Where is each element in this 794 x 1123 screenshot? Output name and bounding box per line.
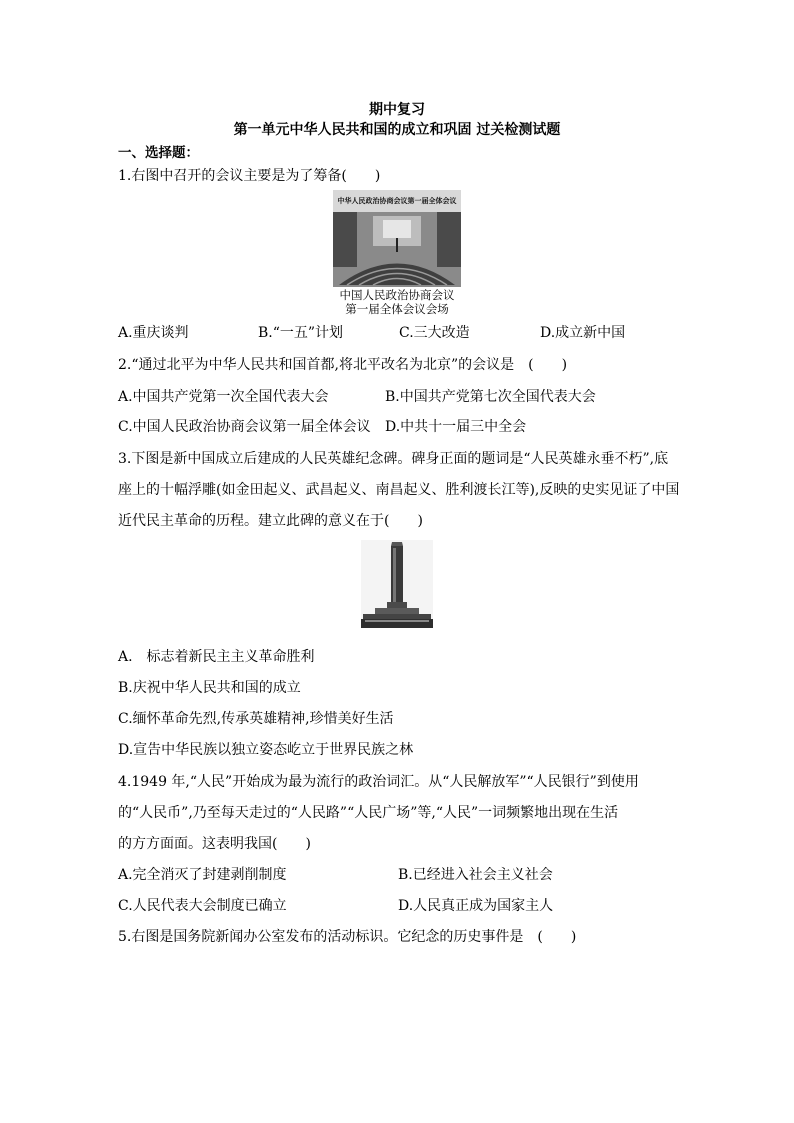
question-3-line-3: 近代民主革命的历程。建立此碑的意义在于( ) xyxy=(118,513,423,529)
question-4-line-3: 的方方面面。这表明我国( ) xyxy=(118,836,311,852)
q3-option-b: B.庆祝中华人民共和国的成立 xyxy=(118,680,301,696)
q3-option-a: A. 标志着新民主主义革命胜利 xyxy=(118,649,315,665)
section-heading: 一、选择题： xyxy=(118,145,199,161)
q4-option-c: C.人民代表大会制度已确立 xyxy=(118,898,287,914)
question-2-stem: 2.“通过北平为中华人民共和国首都,将北平改名为北京”的会议是 ( ) xyxy=(118,357,568,373)
q1-option-c: C.三大改造 xyxy=(399,325,470,341)
q2-option-c: C.中国人民政治协商会议第一届全体会议 xyxy=(118,419,371,435)
q2-option-b: B.中国共产党第七次全国代表大会 xyxy=(385,389,596,405)
q4-option-d: D.人民真正成为国家主人 xyxy=(398,898,554,914)
question-1-stem: 1.右图中召开的会议主要是为了筹备( ) xyxy=(118,168,381,184)
question-4-line-1: 4.1949 年,“人民”开始成为最为流行的政治词汇。从“人民解放军”“人民银行”到使用 xyxy=(118,774,639,790)
page-title: 期中复习 xyxy=(369,102,425,118)
question-4-line-2: 的“人民币”,乃至每天走过的“人民路”“人民广场”等,“人民”一词频繁地出现在生活 xyxy=(118,805,619,821)
question-3-line-2: 座上的十幅浮雕(如金田起义、武昌起义、南昌起义、胜利渡长江等),反映的史实见证了中国 xyxy=(118,482,680,498)
monument-photo xyxy=(361,540,433,628)
photo-caption-line-2: 第一届全体会议会场 xyxy=(345,302,449,316)
photo-banner-text: 中华人民政治协商会议第一届全体会议 xyxy=(337,197,457,205)
photo-caption-line-1: 中国人民政治协商会议 xyxy=(339,288,455,302)
q4-option-a: A.完全消灭了封建剥削制度 xyxy=(118,867,287,883)
question-3-line-1: 3.下图是新中国成立后建成的人民英雄纪念碑。碑身正面的题词是“人民英雄永垂不朽”,底 xyxy=(118,451,669,467)
q1-option-b: B.“一五”计划 xyxy=(258,325,344,341)
q3-option-d: D.宣告中华民族以独立姿态屹立于世界民族之林 xyxy=(118,742,414,758)
q4-option-b: B.已经进入社会主义社会 xyxy=(398,867,553,883)
conference-hall-photo xyxy=(333,190,461,287)
page-subtitle: 第一单元中华人民共和国的成立和巩固 过关检测试题 xyxy=(233,122,561,138)
question-5-stem: 5.右图是国务院新闻办公室发布的活动标识。它纪念的历史事件是 ( ) xyxy=(118,929,577,945)
q3-option-c: C.缅怀革命先烈,传承英雄精神,珍惜美好生活 xyxy=(118,711,394,727)
q1-option-d: D.成立新中国 xyxy=(540,325,626,341)
q1-option-a: A.重庆谈判 xyxy=(118,325,189,341)
q2-option-d: D.中共十一届三中全会 xyxy=(385,419,527,435)
q2-option-a: A.中国共产党第一次全国代表大会 xyxy=(118,389,329,405)
